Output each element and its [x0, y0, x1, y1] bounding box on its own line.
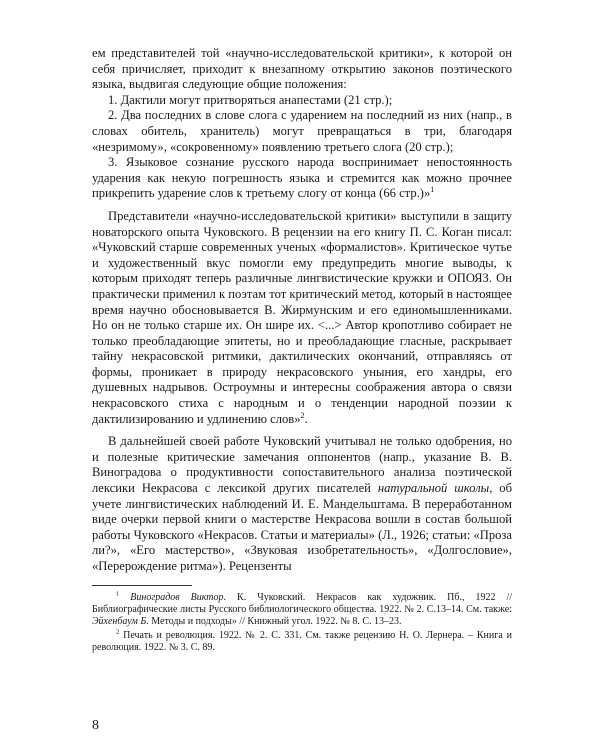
list-item-1: 1. Дактили могут притворяться анапестами (21 стр.);: [108, 92, 393, 107]
footnote-1-author: Виноградов Виктор: [130, 591, 224, 603]
footnote-ref-1: 1: [430, 185, 435, 195]
footnote-1-text-a: . К. Чуковский. Некрасов как художник. Пб., 1922 // Библиографические листы Русского библиологического общества. 1922. № 2. С.13–14. См. также:: [92, 591, 513, 615]
paragraph-2-text: Представители «научно-исследовательской критики» выступили в защиту новаторского опыта Чуковского. В рецензии на его книгу П. С. Коган писал: «Чуковский старше современных ученых «формалистов». Критическое чутье и художественный вкус помогли ему предупредить многие выводы, к которым приходят теперь различные лингвистические кружки и ОПОЯЗ. Он практически применил к поэтам тот критический метод, который в настоящее время научно обосновывается В. Жирмунским и его единомышленниками. Но он не только старше их. Он шире их. <...> Автор кропотливо собирает не только преобладающие эпитеты, но и преобладающие гласные, раскрывает тайну некрасовской ритмики, дактилических окончаний, отправляясь от формы, проникает в природу некрасовского уныния, его хандры, его душевных надрывов. Остроумны и интересны соображения автора о связи некрасовского стиха с народным и о тенденции народной поэзии к дактилизированию и удлинению слов»: [92, 208, 512, 426]
footnote-1: [92, 592, 512, 629]
paragraph-3-text-b: , об учете лингвистических наблюдений И. Е. Мандельштама. В переработанном виде очерки первой книги о мастерстве Некрасова вошли в состав большой работы Чуковского «Некрасов. Статьи и материалы» (Л., 1926; статьи: «Проза ли?», «Его мастерство», «Звуковая изобретательность», «Долгословие», «Перерождение ритма»). Рецензенты: [92, 481, 512, 573]
page-number: 8: [92, 718, 99, 733]
footnote-1-mark: 1: [116, 590, 120, 598]
footnote-ref-2: 2: [300, 410, 305, 420]
footnote-divider: [92, 585, 192, 586]
footnote-2-mark: 2: [116, 628, 120, 636]
paragraph-1: ем представителей той «научно-исследовательской критики», к которой он себя причисляет, приходит к внезапному открытию законов поэтического языка, выдвигая следующие общие положения:: [92, 46, 512, 92]
paragraph-3-italic: натуральной школы: [377, 481, 490, 496]
list-item-3: [92, 155, 512, 202]
list-item-3-text: 3. Языковое сознание русского народа воспринимает непостоянность ударения как некую погрешность языка и стремится как можно прочнее прикрепить ударение слов к третьему слогу от конца (66 стр.)»: [92, 155, 512, 201]
paragraph-2: Представители «научно-исследовательской критики» выступили в защиту новаторского опыта Чуковского. В рецензии на его книгу П. С. Коган писал: «Чуковский старше современных ученых «формалистов». Критическое чутье и художественный вкус помогли ему предупредить многие выводы, к которым приходят теперь различные лингвистические кружки и ОПОЯЗ. Он практически применил к поэтам тот критический метод, который в настоящее время научно обосновывается В. Жирмунским и его единомышленниками. Но он не только старше их. Он шире их. <...> Автор кропотливо собирает не только преобладающие эпитеты, но и преобладающие гласные, раскрывает тайну некрасовской ритмики, дактилических окончаний, отправляясь от формы, проникает в природу некрасовского уныния, его хандры, его душевных надрывов. Остроумны и интересны соображения автора о связи некрасовского стиха с народным и о тенденции народной поэзии к дактилизированию и удлинению слов»$^2$.: [92, 208, 512, 426]
footnotes: [92, 592, 512, 655]
footnote-1-text-b: Методы и подходы» // Книжный угол. 1922. № 8. С. 13–23.: [148, 616, 402, 628]
paragraph-3-text-a: В дальнейшей своей работе Чуковский учитывал не только одобрения, но и полезные критические замечания оппонентов (напр., указание В. В. Виноградова о продуктивности сопоставительного анализа поэтической лексики Некрасова с лексикой других писателей: [92, 434, 512, 496]
footnote-2-text: Печать и революция. 1922. № 2. С. 331. См. также рецензию Н. О. Лернера. – Книга и революция. 1922. № 3. С. 89.: [92, 629, 512, 654]
body-text: [92, 46, 512, 575]
list-item-2: 2. Два последних в слове слога с ударением на последний из них (напр., в словах обитель, хранитель) могут превращаться в три, благодаря «незримому», «сокровенному» появлению третьего слога (20 стр.);: [92, 108, 512, 154]
page-content: [92, 46, 512, 655]
paragraph-3: [92, 434, 512, 574]
footnote-2: [92, 630, 512, 655]
footnote-1-author2: Эйхенбаум Б.: [92, 616, 149, 628]
